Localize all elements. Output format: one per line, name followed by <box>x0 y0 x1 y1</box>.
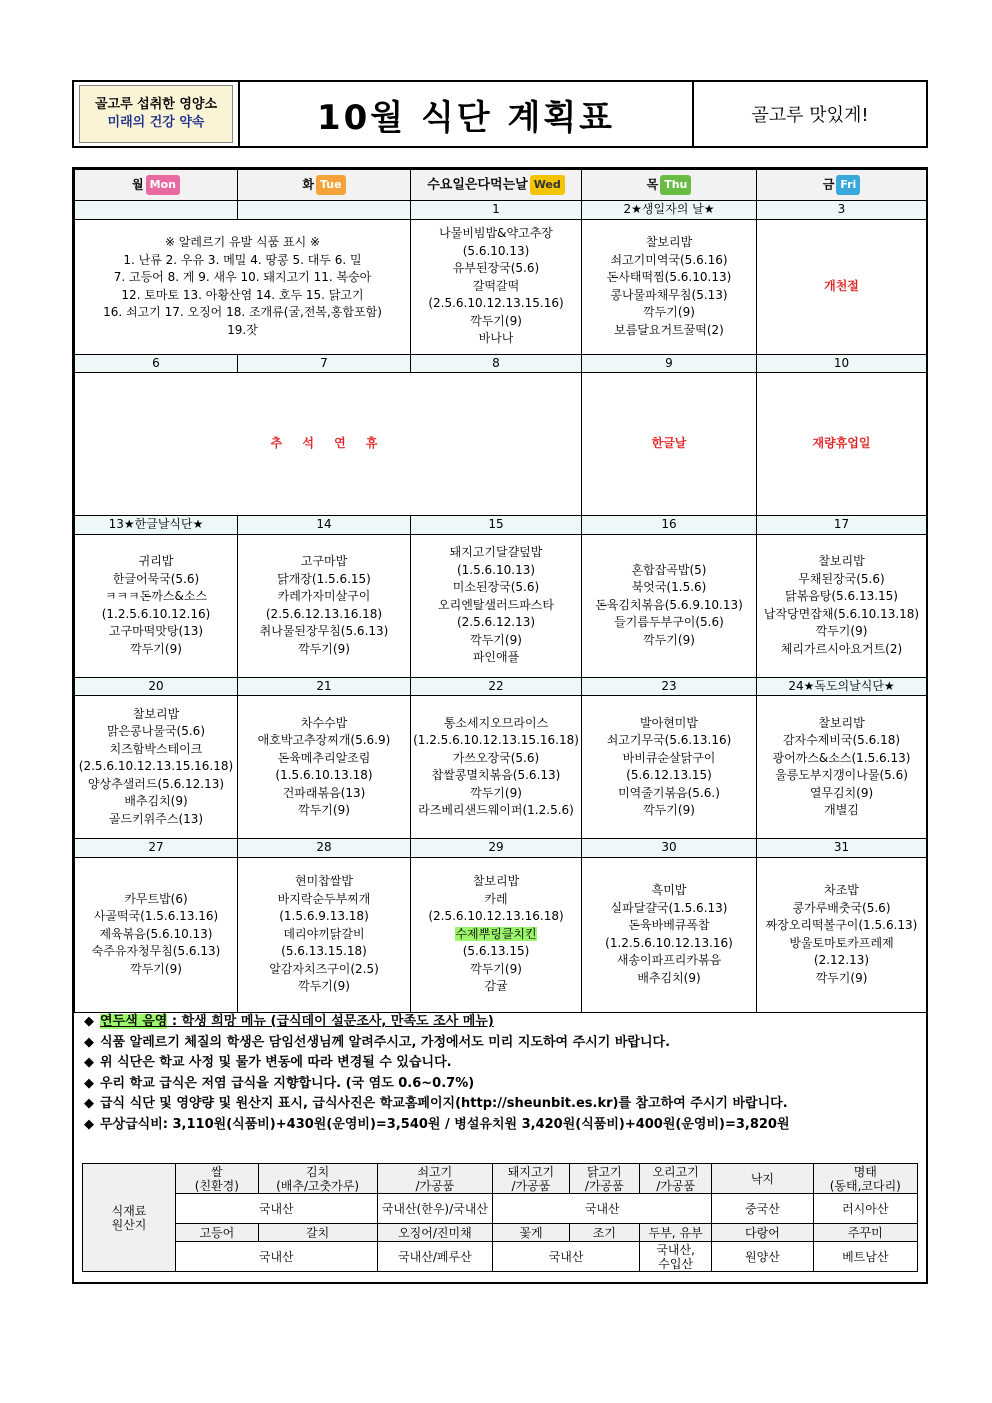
date-cell <box>75 201 238 220</box>
week3-menus <box>75 534 927 677</box>
origin-header: 낙지 <box>712 1164 813 1194</box>
origin-header: 오리고기 /가공품 <box>639 1164 711 1194</box>
day-header-row <box>75 170 927 201</box>
origin-header: 갈치 <box>258 1224 377 1242</box>
origin-header: 돼지고기 /가공품 <box>493 1164 569 1194</box>
note-line: ◆ 연두색 음영 : 학생 희망 메뉴 (급식데이 설문조사, 만족도 조사 메뉴) <box>84 1014 494 1029</box>
note-line: ◆ 급식 식단 및 영양량 및 원산지 표시, 급식사진은 학교홈페이지(http://sheunbit.es.kr)를 참고하여 주시기 바랍니다. <box>84 1096 788 1111</box>
origin-header: 쌀 (친환경) <box>176 1164 259 1194</box>
holiday-discretionary: 재량휴업일 <box>757 373 927 516</box>
origin-header: 조기 <box>569 1224 639 1242</box>
allergy-line: 1. 난류 2. 우유 3. 메밀 4. 땅콩 5. 대두 6. 밀 <box>123 252 362 267</box>
origin-header: 김치 (배추/고춧가루) <box>258 1164 377 1194</box>
date-cell <box>238 201 411 220</box>
week4-menus <box>75 696 927 839</box>
menu-cell: 찰보리밥 감자수제비국(5.6.18) 광어까스&소스(1.5.6.13) 울릉도부지갱이나물(5.6) 열무김치(9) 개별김 <box>757 696 927 839</box>
allergy-line: 16. 쇠고기 17. 오징어 18. 조개류(굴,전복,홍합포함) <box>103 305 382 319</box>
day-tag-thu: Thu <box>660 175 691 195</box>
menu-cell: 고구마밥 닭개장(1.5.6.15) 카레가자미살구이 (2.5.6.12.13.16.18) 취나물된장무침(5.6.13) 깍두기(9) <box>238 534 411 677</box>
date-cell: 7 <box>238 354 411 373</box>
origin-header: 주꾸미 <box>813 1224 917 1242</box>
note-line: ◆ 무상급식비: 3,110원(식품비)+430원(운영비)=3,540원 / 병설유치원 3,420원(식품비)+400원(운영비)=3,820원 <box>84 1116 790 1132</box>
day-mon: 월 Mon <box>75 170 238 201</box>
allergy-legend <box>75 219 411 354</box>
week3-dates <box>75 516 927 535</box>
week2-dates <box>75 354 927 373</box>
day-wed: 수요일은다먹는날 Wed <box>411 170 582 201</box>
origin-header: 고등어 <box>176 1224 259 1242</box>
holiday-chuseok: 추 석 연 휴 <box>75 373 582 516</box>
allergy-title: ※ 알레르기 유발 식품 표시 ※ <box>164 235 321 249</box>
menu-cell: 찰보리밥 무채된장국(5.6) 닭볶음탕(5.6.13.15) 납작당면잡채(5.6.10.13.18) 깍두기(9) 체리가르시아요거트(2) <box>757 534 927 677</box>
origin-side-label: 식재료 원산지 <box>83 1164 176 1272</box>
menu-frame <box>72 167 928 1284</box>
day-thu: 목 Thu <box>582 170 757 201</box>
day-tag-mon: Mon <box>146 175 180 195</box>
slogan: 골고루 맛있게! <box>751 105 869 126</box>
date-cell: 6 <box>75 354 238 373</box>
origin-header: 명태 (동태,코다리) <box>813 1164 917 1194</box>
header <box>72 80 928 148</box>
menu-cell: 찰보리밥 쇠고기미역국(5.6.16) 돈사태떡찜(5.6.10.13) 콩나물파채무침(5.13) 깍두기(9) 보름달요거트꿀떡(2) <box>582 219 757 354</box>
date-cell: 28 <box>238 839 411 858</box>
menu-cell: 차조밥 콩가루배춧국(5.6) 짜장오리떡볼구이(1.5.6.13) 방울토마토카프레제 (2.12.13) 깍두기(9) <box>757 857 927 1012</box>
day-tag-wed: Wed <box>530 175 565 195</box>
date-cell: 30 <box>582 839 757 858</box>
origin-header: 오징어/진미채 <box>377 1224 493 1242</box>
menu-cell: 차수수밥 애호박고추장찌개(5.6.9) 돈육메추리알조림 (1.5.6.10.13.18) 건파래볶음(13) 깍두기(9) <box>238 696 411 839</box>
week5-menus <box>75 857 927 1012</box>
logo-line2: 미래의 건강 약속 <box>107 115 205 130</box>
week1-dates <box>75 201 927 220</box>
notes <box>74 1012 926 1135</box>
date-cell: 16 <box>582 516 757 535</box>
date-cell: 3 <box>757 201 927 220</box>
menu-cell: 혼합잡곡밥(5) 북엇국(1.5.6) 돈육김치볶음(5.6.9.10.13) 들기름두부구이(5.6) 깍두기(9) <box>582 534 757 677</box>
origin-value: 국내산 <box>493 1242 640 1272</box>
date-cell: 31 <box>757 839 927 858</box>
note-line: ◆ 식품 알레르기 체질의 학생은 담임선생님께 알려주시고, 가정에서도 미리 지도하여 주시기 바랍니다. <box>84 1034 671 1050</box>
origin-value: 국내산, 수입산 <box>639 1242 711 1272</box>
week4-dates <box>75 677 927 696</box>
date-cell: 23 <box>582 677 757 696</box>
menu-cell: 찰보리밥 카레 (2.5.6.10.12.13.16.18) 수제뿌링클치킨 (5.6.13.15) 깍두기(9) 감귤 <box>411 857 582 1012</box>
date-cell: 10 <box>757 354 927 373</box>
origin-header: 쇠고기 /가공품 <box>377 1164 493 1194</box>
date-cell: 27 <box>75 839 238 858</box>
origin-value: 중국산 <box>712 1194 813 1224</box>
menu-cell: 현미찹쌀밥 바지락순두부찌개 (1.5.6.9.13.18) 데리야끼닭갈비 (5.6.13.15.18) 알감자치즈구이(2.5) 깍두기(9) <box>238 857 411 1012</box>
holiday-hangul: 한글날 <box>582 373 757 516</box>
allergy-line: 19.잣 <box>227 322 258 337</box>
date-cell: 14 <box>238 516 411 535</box>
origin-value: 국내산 <box>176 1242 378 1272</box>
origin-header: 꽃게 <box>493 1224 569 1242</box>
date-cell: 1 <box>411 201 582 220</box>
date-cell: 8 <box>411 354 582 373</box>
logo-box <box>79 85 233 143</box>
origin-header: 두부, 유부 <box>639 1224 711 1242</box>
menu-cell: 나물비빔밥&약고추장 (5.6.10.13) 유부된장국(5.6) 갈떡갈떡 (2.5.6.10.12.13.15.16) 깍두기(9) 바나나 <box>411 219 582 354</box>
menu-table <box>74 169 927 1013</box>
origin-value: 러시아산 <box>813 1194 917 1224</box>
day-tue: 화 Tue <box>238 170 411 201</box>
note-line: ◆ 위 식단은 학교 사정 및 물가 변동에 따라 변경될 수 있습니다. <box>84 1055 452 1070</box>
date-cell: 29 <box>411 839 582 858</box>
origin-value: 원양산 <box>712 1242 813 1272</box>
date-cell: 2★생일자의 날★ <box>582 201 757 220</box>
menu-cell: 흑미밥 실파달걀국(1.5.6.13) 돈육바베큐폭찹 (1.2.5.6.10.12.13.16) 새송이파프리카볶음 배추김치(9) <box>582 857 757 1012</box>
day-tag-tue: Tue <box>316 175 346 195</box>
date-cell: 13★한글날식단★ <box>75 516 238 535</box>
logo-line1: 골고루 섭취한 영양소 <box>94 97 218 112</box>
date-cell: 17 <box>757 516 927 535</box>
origin-table <box>82 1163 918 1272</box>
student-choice-highlight: 수제뿌링클치킨 <box>455 926 537 941</box>
week5-dates <box>75 839 927 858</box>
menu-cell: 찰보리밥 맑은콩나물국(5.6) 치즈함박스테이크 (2.5.6.10.12.13.15.16.18) 양상추샐러드(5.6.12.13) 배추김치(9) 골드키위주스(13) <box>75 696 238 839</box>
origin-value: 국내산/페루산 <box>377 1242 493 1272</box>
menu-cell: 카무트밥(6) 사골떡국(1.5.6.13.16) 제육볶음(5.6.10.13) 숙주유자청무침(5.6.13) 깍두기(9) <box>75 857 238 1012</box>
origin-value: 베트남산 <box>813 1242 917 1272</box>
menu-cell: 돼지고기달걀덮밥 (1.5.6.10.13) 미소된장국(5.6) 오리엔탈샐러드파스타 (2.5.6.12.13) 깍두기(9) 파인애플 <box>411 534 582 677</box>
date-cell: 21 <box>238 677 411 696</box>
origin-value: 국내산 <box>493 1194 712 1224</box>
logo <box>74 82 240 146</box>
menu-cell: 발아현미밥 쇠고기무국(5.6.13.16) 바비큐순살닭구이 (5.6.12.13.15) 미역줄기볶음(5.6.) 깍두기(9) <box>582 696 757 839</box>
date-cell: 9 <box>582 354 757 373</box>
date-cell: 20 <box>75 677 238 696</box>
origin-header: 닭고기 /가공품 <box>569 1164 639 1194</box>
week1-menus <box>75 219 927 354</box>
day-tag-fri: Fri <box>836 175 860 195</box>
allergy-line: 12. 토마토 13. 아황산염 14. 호두 15. 닭고기 <box>121 287 364 302</box>
menu-cell: 통소세지오므라이스 (1.2.5.6.10.12.13.15.16.18) 가쓰오장국(5.6) 찹쌀콩멸치볶음(5.6.13) 깍두기(9) 라즈베리샌드웨이퍼(1.2.5.6) <box>411 696 582 839</box>
origin-header: 다랑어 <box>712 1224 813 1242</box>
date-cell: 15 <box>411 516 582 535</box>
allergy-line: 7. 고등어 8. 게 9. 새우 10. 돼지고기 11. 복숭아 <box>113 270 372 284</box>
week2-menus <box>75 373 927 516</box>
origin-value: 국내산(한우)/국내산 <box>377 1194 493 1224</box>
highlight-label: 연두색 음영 <box>100 1014 168 1029</box>
page-title: 10월 식단 계획표 <box>240 82 694 146</box>
day-fri: 금 Fri <box>757 170 927 201</box>
date-cell: 24★독도의날식단★ <box>757 677 927 696</box>
note-line: ◆ 우리 학교 급식은 저염 급식을 지향합니다. (국 염도 0.6~0.7%) <box>84 1075 475 1091</box>
origin-value: 국내산 <box>176 1194 378 1224</box>
date-cell: 22 <box>411 677 582 696</box>
menu-cell: 귀리밥 한글어묵국(5.6) ㅋㅋㅋ돈까스&소스 (1.2.5.6.10.12.16) 고구마떡맛탕(13) 깍두기(9) <box>75 534 238 677</box>
holiday-cell: 개천절 <box>757 219 927 354</box>
